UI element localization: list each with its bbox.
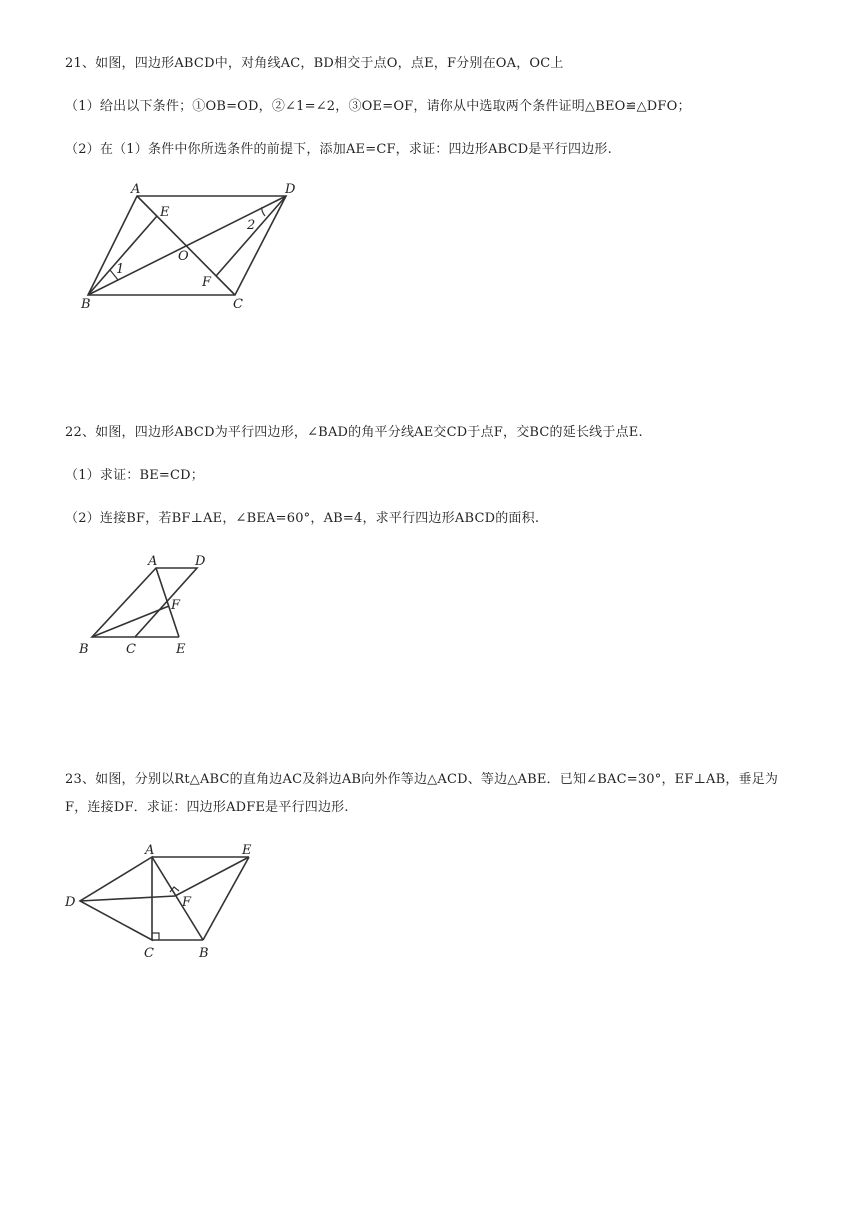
q23-label-e: E: [242, 843, 252, 858]
q22-part2: （2）连接BF，若BF⊥AE，∠BEA=60°，AB=4，求平行四边形ABCD的面积.: [65, 511, 540, 526]
q23-label-d: D: [65, 895, 76, 910]
q22-label-e: E: [176, 642, 186, 657]
q23-segment-df: [80, 896, 175, 901]
q23-label-a: A: [145, 843, 155, 858]
q21-segment-be: [88, 216, 157, 295]
q22-segment-bf: [92, 606, 169, 637]
q23-stem-line2: F，连接DF．求证：四边形ADFE是平行四边形.: [65, 800, 349, 815]
q23-segment-ab: [152, 857, 203, 940]
q22-label-f: F: [171, 598, 181, 613]
q23-label-c: C: [144, 946, 154, 961]
q22-label-c: C: [126, 642, 136, 657]
q21-part2: （2）在（1）条件中你所选条件的前提下，添加AE=CF，求证：四边形ABCD是平行四边形.: [65, 142, 612, 157]
q21-label-b: B: [81, 297, 91, 312]
q23-label-b: B: [199, 946, 209, 961]
q22-parallelogram: [92, 568, 197, 637]
q21-label-angle2: 2: [247, 218, 256, 233]
q21-stem: 21、如图，四边形ABCD中，对角线AC，BD相交于点O，点E，F分别在OA，OC上: [65, 56, 564, 71]
q22-part1: （1）求证：BE=CD；: [65, 468, 204, 483]
q22-figure: [75, 553, 225, 663]
q22-label-d: D: [195, 554, 206, 569]
q22-stem: 22、如图，四边形ABCD为平行四边形，∠BAD的角平分线AE交CD于点F，交BC的延长线于点E.: [65, 425, 643, 440]
q21-label-e: E: [160, 205, 170, 220]
q21-label-angle1: 1: [116, 262, 125, 277]
q23-figure: [62, 840, 262, 965]
q23-stem-line1: 23、如图，分别以Rt△ABC的直角边AC及斜边AB向外作等边△ACD、等边△ABE．已知∠BAC=30°，EF⊥AB，垂足为: [65, 772, 779, 787]
q21-figure: [75, 183, 305, 313]
q21-label-o: O: [178, 249, 189, 264]
q23-right-angle-c: [152, 933, 159, 940]
q21-label-a: A: [131, 182, 141, 197]
q22-label-a: A: [148, 554, 158, 569]
q23-label-f: F: [182, 895, 192, 910]
q21-label-d: D: [285, 182, 296, 197]
q21-angle2-arc: [262, 207, 265, 216]
q21-label-c: C: [233, 297, 243, 312]
q21-part1: （1）给出以下条件；①OB=OD，②∠1=∠2，③OE=OF，请你从中选取两个条件证明△BEO≌△DFO；: [65, 99, 691, 114]
q21-label-f: F: [202, 275, 212, 290]
q22-label-b: B: [79, 642, 89, 657]
